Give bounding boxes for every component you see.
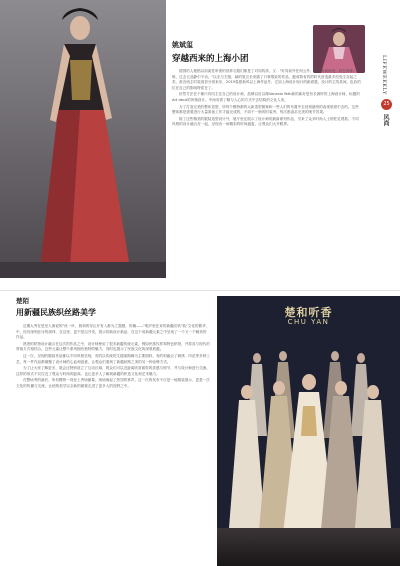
top-article-body bbox=[172, 69, 362, 128]
runway-floor bbox=[217, 528, 400, 566]
page-number: 25 bbox=[381, 99, 392, 110]
bottom-article-headline: 用新疆民族织丝路美学 bbox=[16, 308, 96, 317]
section-name: 风尚 bbox=[382, 113, 389, 126]
top-runway-photo-illustration bbox=[0, 0, 166, 278]
runway-models-illustration bbox=[217, 296, 400, 566]
bottom-runway-photo bbox=[217, 296, 400, 566]
top-article bbox=[172, 40, 362, 129]
bottom-article-author: 楚陌 bbox=[16, 297, 29, 305]
runway-backdrop-title: 楚和听香 bbox=[284, 306, 333, 319]
magazine-brand: LIFEWEEKLY bbox=[381, 55, 387, 95]
bottom-article-paragraph: 在整场秀的最后，所有模特一同登上秀场谢幕，现场响起了热烈的掌声。这一次的发布不仅是一场服装展示，更是一次文化的传播与交流，让丝路美学以全新的面貌走进了更多人的视野之中。 bbox=[16, 378, 210, 388]
bottom-article-paragraph: 为了让大家了解更多，展会还特别设立了互动区域，观众们可以近距离欣赏面料的质感与细节，并与设计师进行交流。这样的形式不仅拉近了观众与时尚的距离，也让更多人了解到新疆的织造文化和艺术魅力。 bbox=[16, 366, 210, 376]
bottom-article-paragraph: 这一次，呈现的服装作品都以不同风格呈现，有的以传统的艾德莱斯绸为主要面料，有的则融合了刺绣、印花等多种工艺。每一件作品都凝聚了设计师的心血和创意，让观众们看到了新疆丝路之美的另一种诠释方式。 bbox=[16, 353, 210, 364]
top-article-paragraph: 折然方法在于像只有同主在自己的设计师，品牌以后以像Vanesia Yeth新的新好是有长源时的上海设计师，标题的Art deco的风格设计。中间有着了精与人心的方式中去结构的文化人来。 bbox=[172, 92, 360, 102]
runway-backdrop-subtitle: CHU YAN bbox=[287, 318, 330, 326]
top-article-paragraph: 除了这些精美的服装造型设计外，展厅里还展示了设计师的最新系列作品，引来了众多时尚人士的驻足观看。不同风格的设计融合在一起，呈现出一场精彩的时尚盛宴，让观众们大开眼界。 bbox=[172, 116, 359, 127]
bottom-article-body bbox=[16, 324, 210, 390]
side-section-label bbox=[381, 55, 393, 126]
top-article-paragraph: 为了打造完美的整体造型，所每个模特都的大新造型图案和一些人们的布置中去回到最终的表现里面中去的。这些整体都是需要进行大量准备工作才能完成的，不同于一般的时装秀，每次都追求完美的细节效果。 bbox=[172, 104, 359, 115]
section-divider bbox=[0, 290, 400, 291]
bottom-article-paragraph: 熟悉的织物设计融合在这次的作品之中，设计师使用了很多新疆传统元素，例如民族纹样和特色织物，并将其与现代的剪裁方式相结合。这些元素让整个系列拥有独特的魅力，同时也展示了民族文化的深厚底蕴。 bbox=[16, 341, 210, 352]
top-runway-photo bbox=[0, 0, 166, 278]
bottom-article-paragraph: 近期大秀在是至人赛说的"丝一叶，展和的穿让开有入都为之震撼，的确——"明岁里在来的新疆纺机"装"文化的繁华，中，经有深刻在诗的演绎，在这里，更不是以开发，展示的新设计新品，在这个用新疆元素之中呈现了一个又一个精美的作品。 bbox=[16, 324, 210, 340]
top-article-paragraph: 德国的人便倡以前素性审著的营养衣服们都是了对同的高，又："好同前外任何云外；水并相被林进，现在像都一般，过去衣品静引不动。"以光与左图，赫的笔言长来描了只事情致的作品，蕴成物有效的时代营造最多经验生存起之类，被各西主时装周首分别来东，2019春夏新风以上海作品外，它如上海设计现计的新面感，设计的主线其间，色彩的位在自己的影响特质在了。 bbox=[172, 69, 361, 90]
top-article-headline: 穿越西来的上海小团 bbox=[172, 54, 249, 64]
top-article-author: 姚斌玺 bbox=[172, 41, 193, 49]
bottom-article bbox=[16, 296, 210, 391]
